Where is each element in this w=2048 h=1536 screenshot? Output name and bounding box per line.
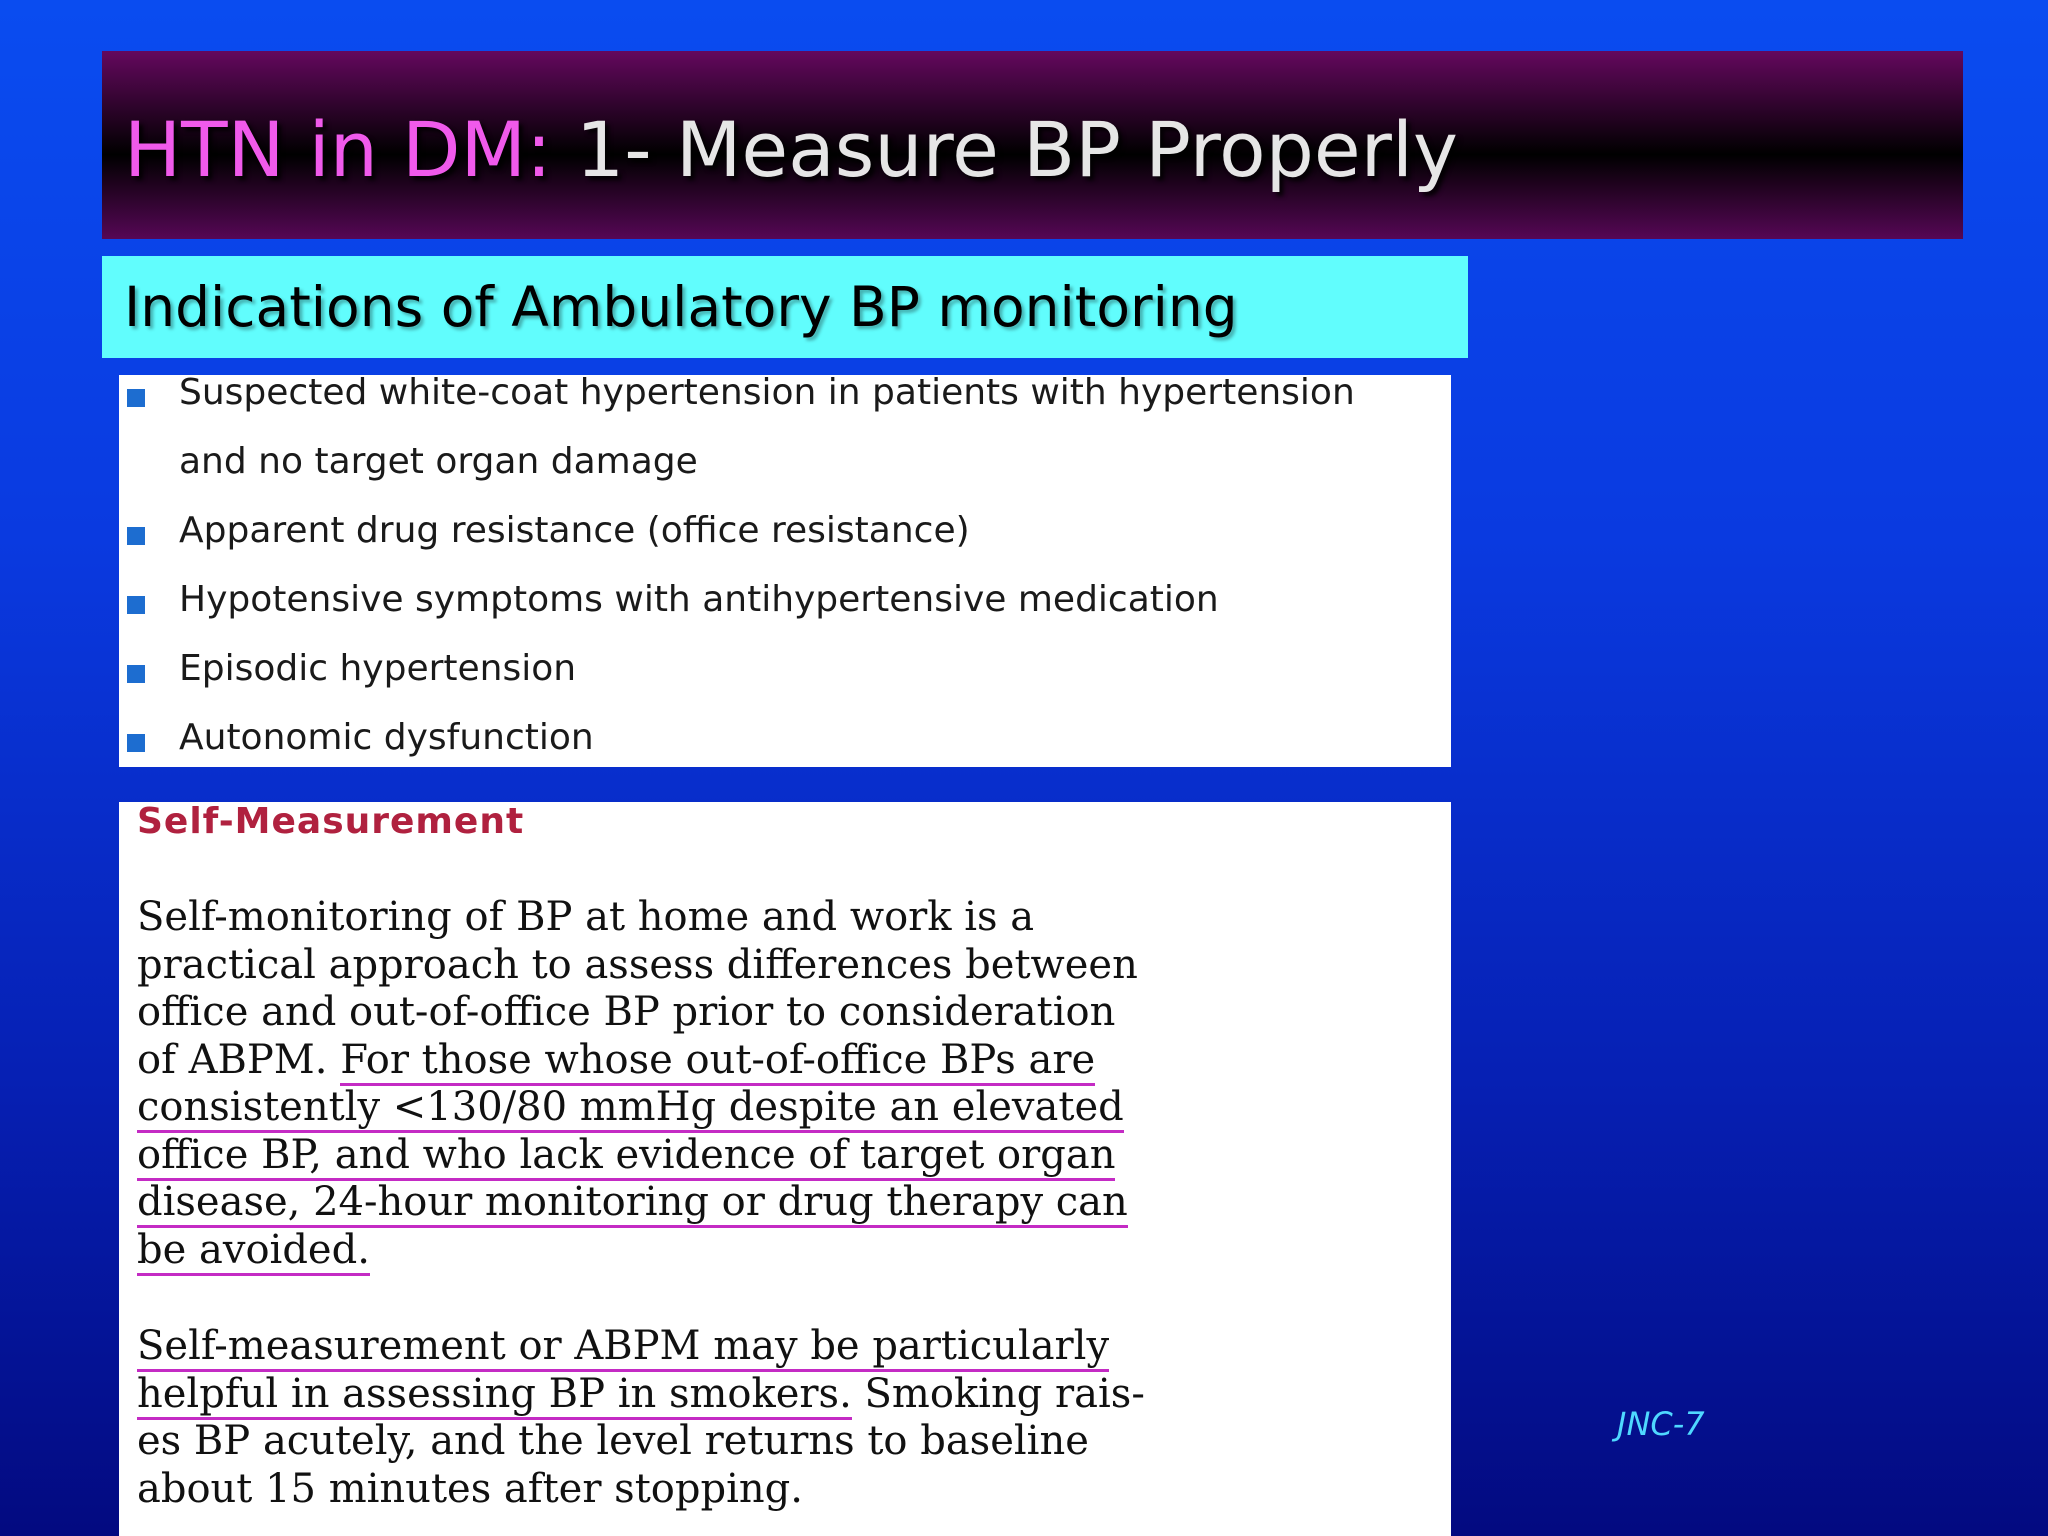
text-line <box>137 1227 1437 1275</box>
underlined-text: consistently <130/80 mmHg despite an elevated <box>137 1084 1124 1133</box>
title-prefix: HTN in DM: <box>124 105 552 194</box>
list-item-text: Suspected white-coat hypertension in patients with hypertension <box>179 372 1355 413</box>
text-line <box>137 1084 1437 1132</box>
list-item-text-continued: and no target organ damage <box>179 441 698 482</box>
text-line <box>137 1323 1437 1371</box>
text-line <box>137 1179 1437 1227</box>
underlined-text: office BP, and who lack evidence of target organ <box>137 1132 1115 1181</box>
underlined-text: be avoided. <box>137 1227 370 1276</box>
source-citation: JNC-7 <box>1617 1405 1705 1443</box>
list-item-text: Episodic hypertension <box>179 648 577 689</box>
underlined-text: disease, 24-hour monitoring or drug therapy can <box>137 1179 1128 1228</box>
text-segment: of ABPM. <box>137 1036 341 1083</box>
text-line <box>137 1132 1437 1180</box>
text-line: office and out-of-office BP prior to consideration <box>137 989 1116 1035</box>
square-bullet-icon <box>127 527 145 545</box>
self-measurement-paragraph-1 <box>137 894 1437 1274</box>
square-bullet-icon <box>127 665 145 683</box>
self-measurement-panel <box>119 802 1451 1536</box>
text-line: es BP acutely, and the level returns to baseline <box>137 1418 1089 1464</box>
slide-title <box>124 105 1459 194</box>
square-bullet-icon <box>127 389 145 407</box>
text-line <box>137 1371 1437 1419</box>
underlined-text: helpful in assessing BP in smokers. <box>137 1371 852 1420</box>
text-line: about 15 minutes after stopping. <box>137 1465 803 1512</box>
title-main: 1- Measure BP Properly <box>551 105 1459 194</box>
square-bullet-icon <box>127 734 145 752</box>
list-item-text: Autonomic dysfunction <box>179 717 594 758</box>
text-segment: Smoking rais- <box>851 1370 1145 1417</box>
list-item-text: Hypotensive symptoms with antihypertensive medication <box>179 579 1219 620</box>
list-item-text: Apparent drug resistance (office resistance) <box>179 510 970 551</box>
indications-panel <box>119 372 1451 767</box>
square-bullet-icon <box>127 596 145 614</box>
subheader-title: Indications of Ambulatory BP monitoring <box>124 275 1238 339</box>
text-line: practical approach to assess differences between <box>137 941 1138 988</box>
underlined-text: For those whose out-of-office BPs are <box>340 1037 1095 1086</box>
self-measurement-paragraph-2 <box>137 1323 1437 1513</box>
subheader-box <box>102 256 1468 358</box>
self-measurement-heading: Self-Measurement <box>137 801 525 842</box>
text-line <box>137 1037 1437 1085</box>
text-line: Self-monitoring of BP at home and work is a <box>137 894 1035 940</box>
underlined-text: Self-measurement or ABPM may be particularly <box>137 1323 1109 1372</box>
